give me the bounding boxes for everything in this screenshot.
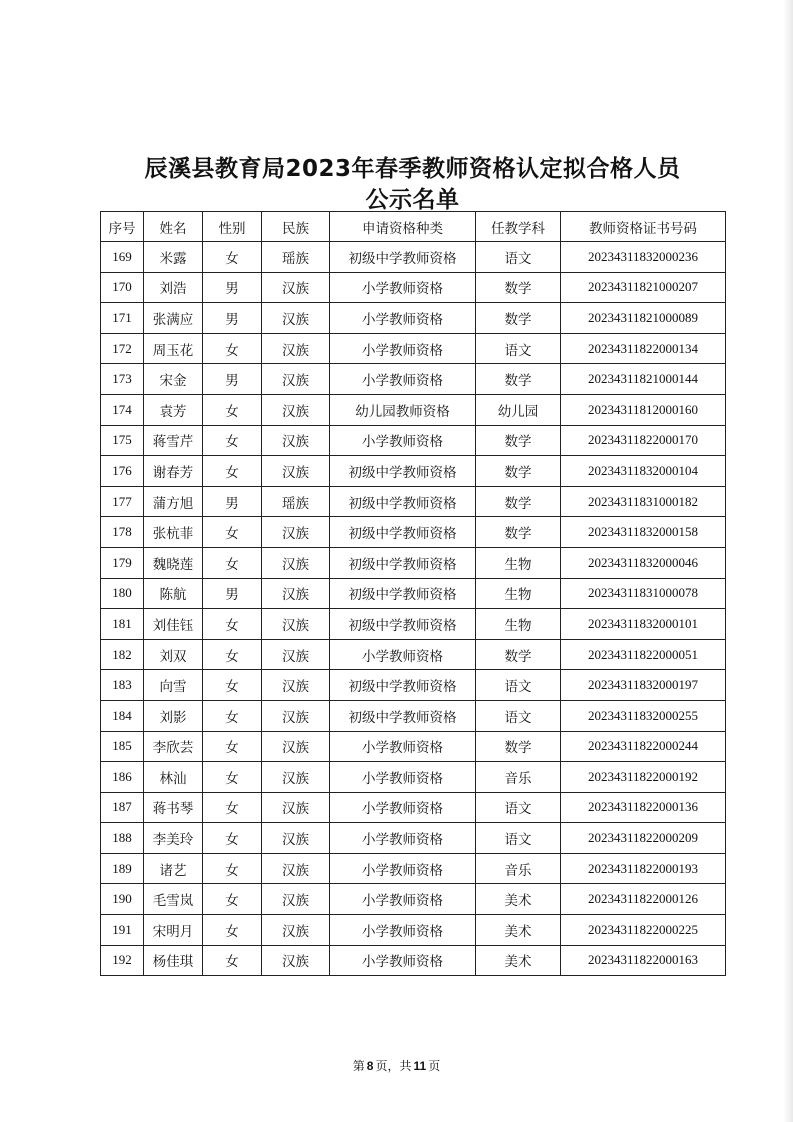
row-subject: 数学 xyxy=(476,486,561,517)
row-certificate: 20234311821000089 xyxy=(561,303,726,334)
col-header-qualification: 申请资格种类 xyxy=(330,212,476,242)
row-gender: 女 xyxy=(203,394,262,425)
row-index: 180 xyxy=(101,578,144,609)
table-row xyxy=(101,456,726,487)
row-name: 蒲方旭 xyxy=(144,486,203,517)
row-gender: 男 xyxy=(203,272,262,303)
row-index: 184 xyxy=(101,700,144,731)
row-certificate: 20234311812000160 xyxy=(561,394,726,425)
table-row xyxy=(101,425,726,456)
row-name: 诸艺 xyxy=(144,853,203,884)
row-ethnicity: 汉族 xyxy=(262,364,330,395)
row-qualification: 小学教师资格 xyxy=(330,945,476,976)
row-gender: 女 xyxy=(203,639,262,670)
footer-suffix: 页 xyxy=(428,1059,441,1073)
row-subject: 数学 xyxy=(476,456,561,487)
row-qualification: 小学教师资格 xyxy=(330,731,476,762)
row-ethnicity: 汉族 xyxy=(262,333,330,364)
row-qualification: 小学教师资格 xyxy=(330,853,476,884)
row-qualification: 初级中学教师资格 xyxy=(330,517,476,548)
row-name: 刘影 xyxy=(144,700,203,731)
row-certificate: 20234311821000207 xyxy=(561,272,726,303)
table-row xyxy=(101,578,726,609)
row-subject: 数学 xyxy=(476,364,561,395)
row-index: 170 xyxy=(101,272,144,303)
row-gender: 女 xyxy=(203,731,262,762)
row-subject: 数学 xyxy=(476,731,561,762)
row-subject: 生物 xyxy=(476,609,561,640)
row-subject: 音乐 xyxy=(476,853,561,884)
row-name: 李欣芸 xyxy=(144,731,203,762)
col-header-ethnicity: 民族 xyxy=(262,212,330,242)
row-ethnicity: 瑶族 xyxy=(262,242,330,273)
row-qualification: 幼儿园教师资格 xyxy=(330,394,476,425)
table-row xyxy=(101,394,726,425)
row-name: 陈航 xyxy=(144,578,203,609)
row-ethnicity: 汉族 xyxy=(262,915,330,946)
row-certificate: 20234311821000144 xyxy=(561,364,726,395)
row-index: 175 xyxy=(101,425,144,456)
row-gender: 女 xyxy=(203,609,262,640)
row-name: 杨佳琪 xyxy=(144,945,203,976)
table-row xyxy=(101,823,726,854)
row-index: 178 xyxy=(101,517,144,548)
document-title: 辰溪县教育局2023年春季教师资格认定拟合格人员 xyxy=(144,156,681,182)
row-subject: 语文 xyxy=(476,242,561,273)
row-gender: 女 xyxy=(203,762,262,793)
row-name: 刘双 xyxy=(144,639,203,670)
row-name: 蒋书琴 xyxy=(144,792,203,823)
row-index: 187 xyxy=(101,792,144,823)
row-ethnicity: 汉族 xyxy=(262,853,330,884)
row-ethnicity: 瑶族 xyxy=(262,486,330,517)
row-ethnicity: 汉族 xyxy=(262,762,330,793)
row-certificate: 20234311822000134 xyxy=(561,333,726,364)
col-header-index: 序号 xyxy=(101,212,144,242)
row-gender: 女 xyxy=(203,884,262,915)
row-qualification: 初级中学教师资格 xyxy=(330,486,476,517)
row-subject: 语文 xyxy=(476,333,561,364)
row-index: 191 xyxy=(101,915,144,946)
row-subject: 音乐 xyxy=(476,762,561,793)
row-ethnicity: 汉族 xyxy=(262,639,330,670)
row-subject: 生物 xyxy=(476,578,561,609)
table-row xyxy=(101,639,726,670)
col-header-name: 姓名 xyxy=(144,212,203,242)
row-certificate: 20234311832000101 xyxy=(561,609,726,640)
row-gender: 女 xyxy=(203,456,262,487)
row-gender: 女 xyxy=(203,915,262,946)
row-ethnicity: 汉族 xyxy=(262,700,330,731)
document-subtitle: 公示名单 xyxy=(365,187,460,213)
row-qualification: 初级中学教师资格 xyxy=(330,700,476,731)
row-subject: 数学 xyxy=(476,517,561,548)
col-header-subject: 任教学科 xyxy=(476,212,561,242)
row-ethnicity: 汉族 xyxy=(262,272,330,303)
row-ethnicity: 汉族 xyxy=(262,547,330,578)
table-row xyxy=(101,792,726,823)
row-certificate: 20234311822000225 xyxy=(561,915,726,946)
row-name: 谢春芳 xyxy=(144,456,203,487)
row-gender: 女 xyxy=(203,242,262,273)
row-gender: 女 xyxy=(203,333,262,364)
row-index: 189 xyxy=(101,853,144,884)
row-index: 188 xyxy=(101,823,144,854)
row-certificate: 20234311832000236 xyxy=(561,242,726,273)
footer-prefix: 第 xyxy=(352,1059,365,1073)
row-subject: 美术 xyxy=(476,945,561,976)
row-qualification: 初级中学教师资格 xyxy=(330,456,476,487)
table-row xyxy=(101,547,726,578)
row-name: 李美玲 xyxy=(144,823,203,854)
row-certificate: 20234311832000104 xyxy=(561,456,726,487)
row-qualification: 小学教师资格 xyxy=(330,425,476,456)
row-qualification: 初级中学教师资格 xyxy=(330,578,476,609)
row-ethnicity: 汉族 xyxy=(262,945,330,976)
row-qualification: 小学教师资格 xyxy=(330,823,476,854)
row-name: 刘佳钰 xyxy=(144,609,203,640)
row-index: 179 xyxy=(101,547,144,578)
row-subject: 美术 xyxy=(476,915,561,946)
row-qualification: 小学教师资格 xyxy=(330,915,476,946)
row-gender: 女 xyxy=(203,853,262,884)
row-qualification: 初级中学教师资格 xyxy=(330,609,476,640)
row-ethnicity: 汉族 xyxy=(262,578,330,609)
row-subject: 美术 xyxy=(476,884,561,915)
row-index: 173 xyxy=(101,364,144,395)
row-gender: 男 xyxy=(203,364,262,395)
row-index: 177 xyxy=(101,486,144,517)
col-header-gender: 性别 xyxy=(203,212,262,242)
row-index: 182 xyxy=(101,639,144,670)
row-name: 林汕 xyxy=(144,762,203,793)
row-subject: 数学 xyxy=(476,425,561,456)
page-footer xyxy=(0,1057,793,1074)
row-gender: 女 xyxy=(203,425,262,456)
row-certificate: 20234311832000197 xyxy=(561,670,726,701)
table-row xyxy=(101,609,726,640)
row-gender: 女 xyxy=(203,823,262,854)
row-certificate: 20234311832000255 xyxy=(561,700,726,731)
row-gender: 女 xyxy=(203,517,262,548)
row-subject: 语文 xyxy=(476,823,561,854)
row-gender: 男 xyxy=(203,303,262,334)
table-row xyxy=(101,762,726,793)
row-qualification: 初级中学教师资格 xyxy=(330,242,476,273)
row-subject: 生物 xyxy=(476,547,561,578)
row-name: 向雪 xyxy=(144,670,203,701)
row-certificate: 20234311832000158 xyxy=(561,517,726,548)
table-row xyxy=(101,364,726,395)
row-qualification: 小学教师资格 xyxy=(330,762,476,793)
row-ethnicity: 汉族 xyxy=(262,823,330,854)
row-ethnicity: 汉族 xyxy=(262,425,330,456)
table-row xyxy=(101,333,726,364)
row-certificate: 20234311831000182 xyxy=(561,486,726,517)
row-name: 宋金 xyxy=(144,364,203,395)
row-ethnicity: 汉族 xyxy=(262,456,330,487)
row-name: 魏晓莲 xyxy=(144,547,203,578)
row-certificate: 20234311822000126 xyxy=(561,884,726,915)
table-row xyxy=(101,272,726,303)
row-subject: 数学 xyxy=(476,272,561,303)
candidate-table xyxy=(100,211,726,976)
row-ethnicity: 汉族 xyxy=(262,670,330,701)
table-row xyxy=(101,517,726,548)
row-certificate: 20234311831000078 xyxy=(561,578,726,609)
row-subject: 幼儿园 xyxy=(476,394,561,425)
row-name: 毛雪岚 xyxy=(144,884,203,915)
row-qualification: 初级中学教师资格 xyxy=(330,670,476,701)
row-index: 185 xyxy=(101,731,144,762)
row-index: 181 xyxy=(101,609,144,640)
row-certificate: 20234311822000170 xyxy=(561,425,726,456)
table-header-row xyxy=(101,212,726,242)
row-index: 172 xyxy=(101,333,144,364)
table-body xyxy=(101,242,726,976)
row-index: 171 xyxy=(101,303,144,334)
row-name: 刘浩 xyxy=(144,272,203,303)
row-certificate: 20234311832000046 xyxy=(561,547,726,578)
row-certificate: 20234311822000163 xyxy=(561,945,726,976)
table-row xyxy=(101,731,726,762)
row-subject: 语文 xyxy=(476,670,561,701)
row-subject: 语文 xyxy=(476,792,561,823)
row-ethnicity: 汉族 xyxy=(262,394,330,425)
row-gender: 女 xyxy=(203,670,262,701)
page-edge-shadow xyxy=(783,0,793,1122)
row-subject: 语文 xyxy=(476,700,561,731)
row-subject: 数学 xyxy=(476,639,561,670)
row-ethnicity: 汉族 xyxy=(262,517,330,548)
table-row xyxy=(101,700,726,731)
row-qualification: 小学教师资格 xyxy=(330,303,476,334)
row-qualification: 小学教师资格 xyxy=(330,364,476,395)
row-index: 186 xyxy=(101,762,144,793)
row-gender: 男 xyxy=(203,486,262,517)
row-ethnicity: 汉族 xyxy=(262,731,330,762)
row-name: 米露 xyxy=(144,242,203,273)
row-qualification: 初级中学教师资格 xyxy=(330,547,476,578)
row-subject: 数学 xyxy=(476,303,561,334)
table-row xyxy=(101,486,726,517)
row-gender: 女 xyxy=(203,547,262,578)
row-qualification: 小学教师资格 xyxy=(330,272,476,303)
row-index: 190 xyxy=(101,884,144,915)
row-qualification: 小学教师资格 xyxy=(330,884,476,915)
row-index: 169 xyxy=(101,242,144,273)
footer-total-pages: 11 xyxy=(413,1059,427,1073)
row-gender: 女 xyxy=(203,700,262,731)
row-ethnicity: 汉族 xyxy=(262,884,330,915)
table-row xyxy=(101,884,726,915)
row-gender: 女 xyxy=(203,945,262,976)
row-qualification: 小学教师资格 xyxy=(330,333,476,364)
row-name: 宋明月 xyxy=(144,915,203,946)
row-certificate: 20234311822000051 xyxy=(561,639,726,670)
row-name: 蒋雪芹 xyxy=(144,425,203,456)
row-ethnicity: 汉族 xyxy=(262,609,330,640)
footer-page-number: 8 xyxy=(366,1059,374,1073)
row-ethnicity: 汉族 xyxy=(262,792,330,823)
row-certificate: 20234311822000136 xyxy=(561,792,726,823)
row-index: 192 xyxy=(101,945,144,976)
table-row xyxy=(101,670,726,701)
row-certificate: 20234311822000192 xyxy=(561,762,726,793)
row-gender: 女 xyxy=(203,792,262,823)
row-index: 183 xyxy=(101,670,144,701)
row-index: 174 xyxy=(101,394,144,425)
col-header-certificate: 教师资格证书号码 xyxy=(561,212,726,242)
row-qualification: 小学教师资格 xyxy=(330,792,476,823)
table-row xyxy=(101,242,726,273)
row-certificate: 20234311822000209 xyxy=(561,823,726,854)
row-name: 张满应 xyxy=(144,303,203,334)
table-row xyxy=(101,915,726,946)
footer-middle: 页，共 xyxy=(375,1059,412,1073)
row-ethnicity: 汉族 xyxy=(262,303,330,334)
table-row xyxy=(101,945,726,976)
row-certificate: 20234311822000193 xyxy=(561,853,726,884)
row-gender: 男 xyxy=(203,578,262,609)
row-qualification: 小学教师资格 xyxy=(330,639,476,670)
table-row xyxy=(101,853,726,884)
table-row xyxy=(101,303,726,334)
row-name: 周玉花 xyxy=(144,333,203,364)
row-index: 176 xyxy=(101,456,144,487)
row-certificate: 20234311822000244 xyxy=(561,731,726,762)
row-name: 张杭菲 xyxy=(144,517,203,548)
row-name: 袁芳 xyxy=(144,394,203,425)
